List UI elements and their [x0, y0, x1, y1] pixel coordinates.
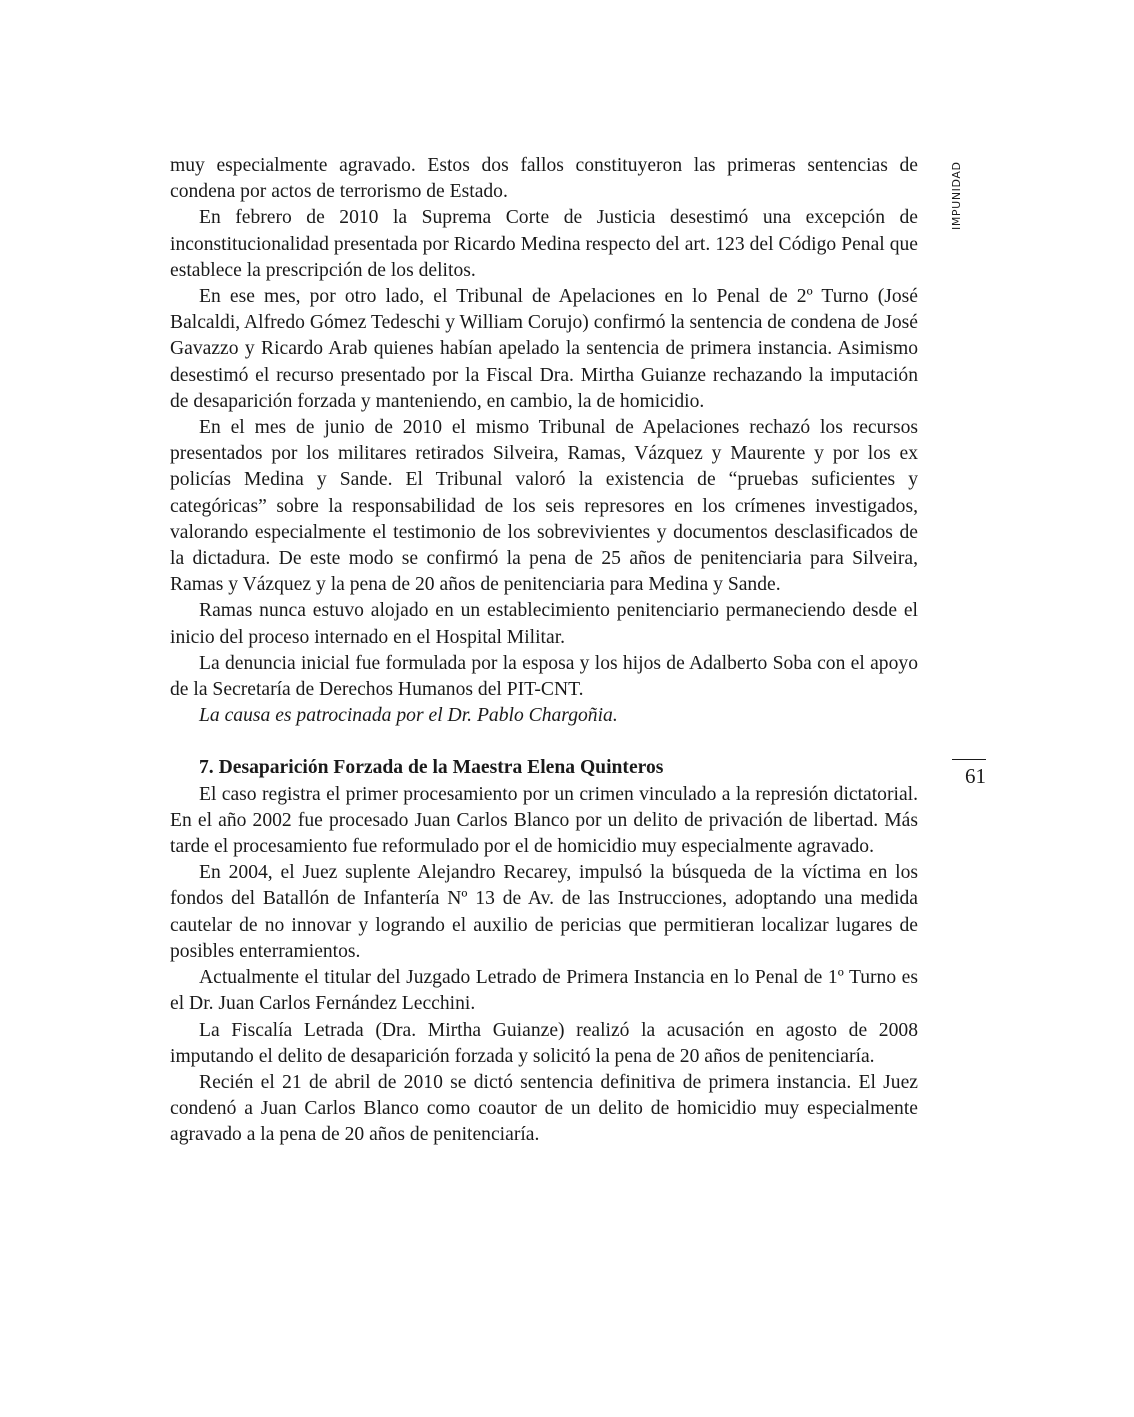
- paragraph: En 2004, el Juez suplente Alejandro Recarey, impulsó la búsqueda de la víctima en los fondos del Batallón de Infantería Nº 13 de Av. de las Instrucciones, adoptando una medida cautelar de no innovar y logrando el auxilio de pericias que permitieran localizar lugares de posibles enterramientos.: [170, 862, 918, 962]
- paragraph: En febrero de 2010 la Suprema Corte de Justicia desestimó una excepción de inconstitucionalidad presentada por Ricardo Medina respecto del art. 123 del Código Penal que establece la prescripción de los delitos.: [170, 207, 918, 281]
- running-head: IMPUNIDAD: [950, 161, 963, 231]
- paragraph: Recién el 21 de abril de 2010 se dictó sentencia definitiva de primera instancia. El Juez condenó a Juan Carlos Blanco como coautor de un delito de homicidio muy especialmente agravado a la pena de 20 años de penitenciaría.: [170, 1071, 918, 1146]
- paragraph: La Fiscalía Letrada (Dra. Mirtha Guianze) realizó la acusación en agosto de 2008 imputando el delito de desaparición forzada y solicitó la pena de 20 años de penitenciaría.: [170, 1019, 918, 1067]
- page-number: 61: [965, 764, 986, 788]
- sponsor-note: La causa es patrocinada por el Dr. Pablo Chargoñia.: [199, 705, 618, 727]
- paragraph: El caso registra el primer procesamiento por un crimen vinculado a la represión dictatorial. En el año 2002 fue procesado Juan Carlos Blanco por un delito de privación de libertad. Más tarde el procesamiento fue reformulado por el de homicidio muy especialmente agravado.: [170, 783, 918, 858]
- paragraph: Ramas nunca estuvo alojado en un establecimiento penitenciario permaneciendo desde el inicio del proceso internado en el Hospital Militar.: [170, 600, 918, 648]
- paragraph: Actualmente el titular del Juzgado Letrado de Primera Instancia en lo Penal de 1º Turno es el Dr. Juan Carlos Fernández Lecchini.: [170, 967, 918, 1015]
- page-body: [170, 153, 918, 1149]
- paragraph: En ese mes, por otro lado, el Tribunal de Apelaciones en lo Penal de 2º Turno (José Balcaldi, Alfredo Gómez Tedeschi y William Corujo) confirmó la sentencia de condena de José Gavazzo y Ricardo Arab quienes habían apelado la sentencia de primera instancia. Asimismo desestimó el recurso presentado por la Fiscal Dra. Mirtha Guianze rechazando la imputación de desaparición forzada y manteniendo, en cambio, la de homicidio.: [170, 286, 918, 412]
- paragraph-continuation: muy especialmente agravado. Estos dos fallos constituyeron las primeras sentencias de condena por actos de terrorismo de Estado.: [170, 155, 918, 203]
- folio-rule: [952, 759, 986, 760]
- paragraph: En el mes de junio de 2010 el mismo Tribunal de Apelaciones rechazó los recursos presentados por los militares retirados Silveira, Ramas, Vázquez y Maurente y por los ex policías Medina y Sande. El Tribunal valoró la existencia de “pruebas suficientes y categóricas” sobre la responsabilidad de los seis represores en los crímenes investigados, valorando especialmente el testimonio de los sobrevivientes y documentos desclasificados de la dictadura. De este modo se confirmó la pena de 25 años de penitenciaria para Silveira, Ramas y Vázquez y la pena de 20 años de penitenciaria para Medina y Sande.: [170, 417, 918, 596]
- paragraph: La denuncia inicial fue formulada por la esposa y los hijos de Adalberto Soba con el apoyo de la Secretaría de Derechos Humanos del PIT-CNT.: [170, 652, 918, 701]
- section-heading: 7. Desaparición Forzada de la Maestra Elena Quinteros: [199, 757, 664, 779]
